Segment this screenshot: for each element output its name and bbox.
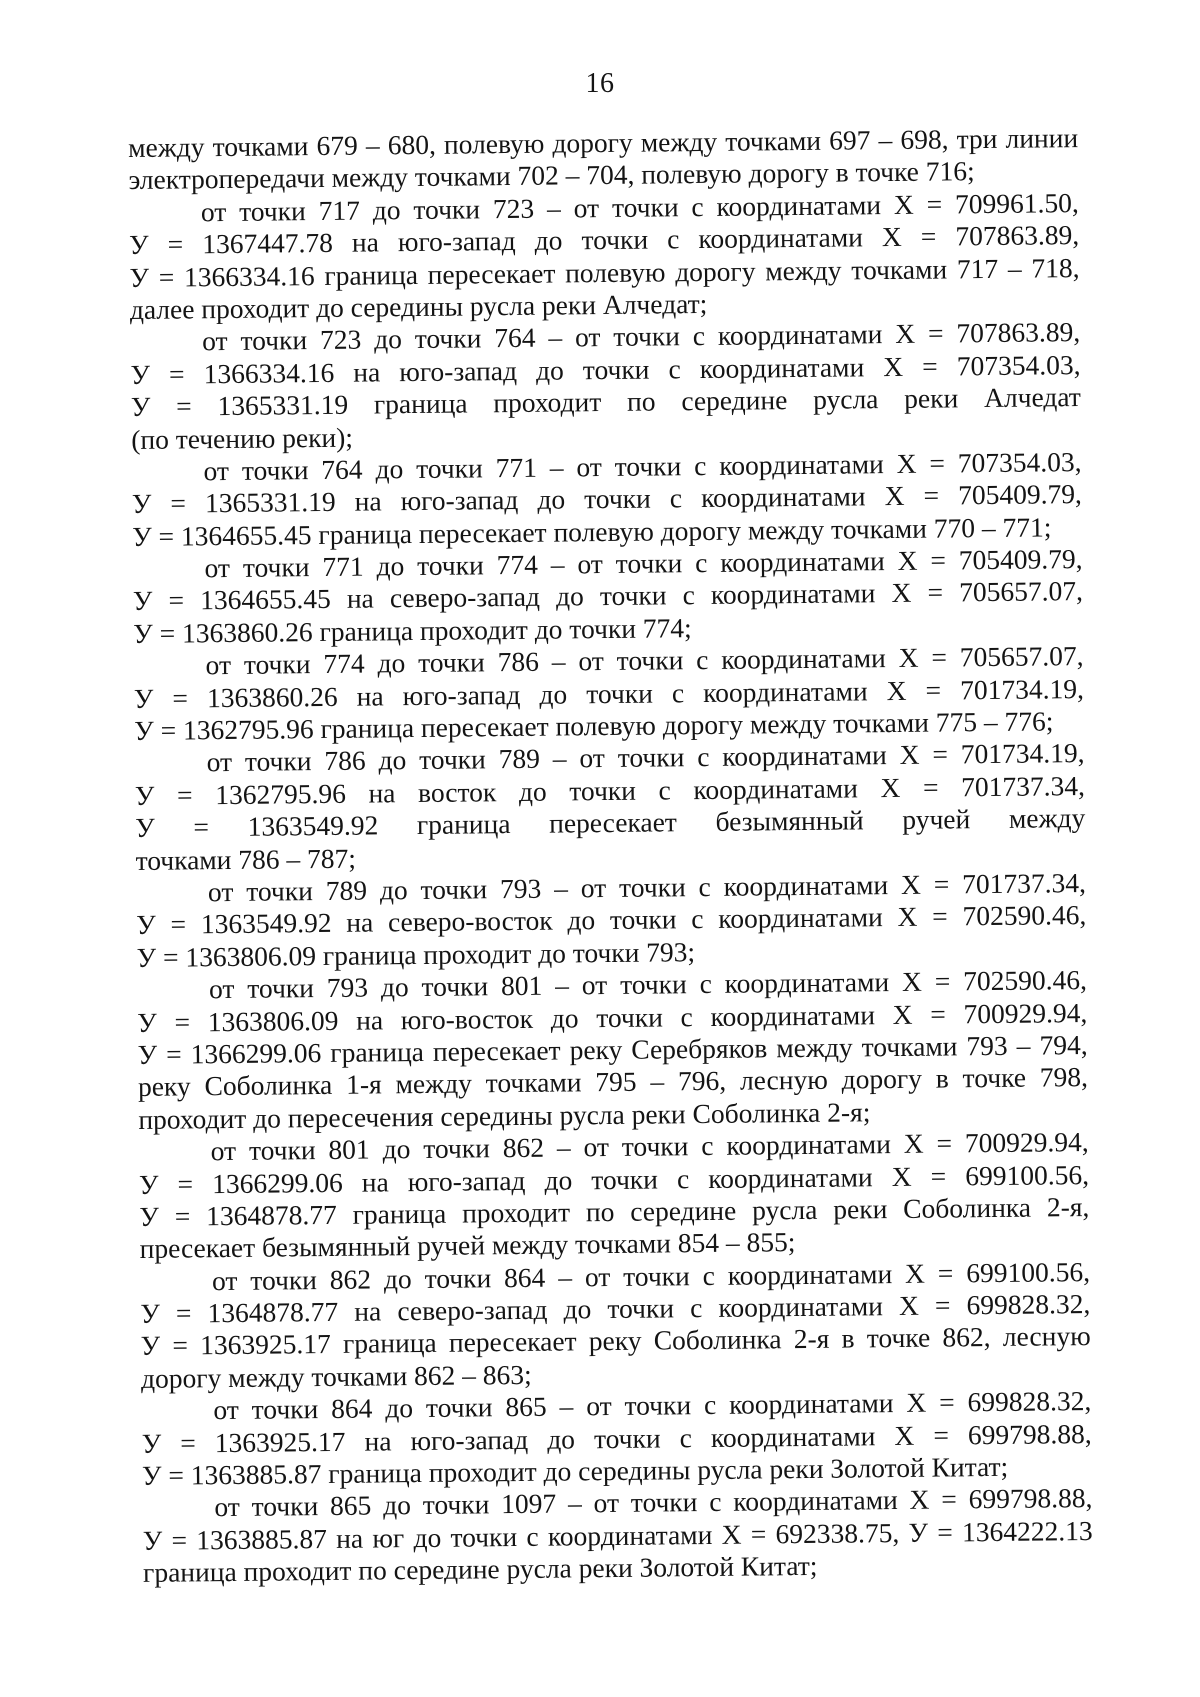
text-line: проходит до пересечения середины русла реки Соболинка 2-я;: [138, 1095, 871, 1135]
text-line: от точки 764 до точки 771 – от точки с координатами Х = 707354.03,: [203, 445, 1082, 487]
text-line: от точки 771 до точки 774 – от точки с координатами Х = 705409.79,: [204, 543, 1083, 584]
paragraph: [142, 1482, 1093, 1589]
text-line: У = 1363885.87 на юг до точки с координатами Х = 692338.75, У = 1364222.13: [142, 1514, 1093, 1556]
text-line: электропередачи между точками 702 – 704, полевую дорогу в точке 716;: [128, 155, 975, 196]
paragraph: [141, 1385, 1092, 1492]
text-line: граница проходит по середине русла реки Золотой Китат;: [142, 1550, 818, 1589]
text-line: У = 1362795.96 граница пересекает полевую дорогу между точками 775 – 776;: [134, 705, 1054, 746]
text-line: (по течению реки);: [131, 421, 354, 455]
text-line: реку Соболинка 1-я между точками 795 – 796, лесную дорогу в точке 798,: [137, 1061, 1089, 1103]
text-line: У = 1366299.06 на юго-запад до точки с координатами Х = 699100.56,: [138, 1158, 1090, 1200]
text-line: У = 1365331.19 граница проходит по середине русла реки Алчедат: [130, 381, 1081, 423]
text-line: от точки 862 до точки 864 – от точки с координатами Х = 699100.56,: [211, 1255, 1091, 1296]
text-line: от точки 793 до точки 801 – от точки с координатами Х = 702590.46,: [208, 964, 1088, 1005]
paragraph: [132, 543, 1083, 650]
text-line: У = 1364655.45 на северо-запад до точки с координатами Х = 705657.07,: [132, 575, 1084, 617]
text-line: У = 1363806.09 граница проходит до точки 793;: [136, 935, 696, 973]
text-line: от точки 723 до точки 764 – от точки с координатами Х = 707863.89,: [202, 316, 1081, 357]
text-line: точками 786 – 787;: [135, 842, 357, 876]
paragraph: [140, 1256, 1091, 1396]
paragraph: [130, 316, 1081, 456]
text-line: У = 1363925.17 на юго-запад до точки с координатами Х = 699798.88,: [141, 1417, 1092, 1459]
text-line: У = 1363925.17 граница пересекает реку Соболинка 2-я в точке 862, лесную: [140, 1320, 1091, 1362]
text-line: У = 1363860.26 граница проходит до точки 774;: [133, 611, 692, 649]
text-line: от точки 774 до точки 786 – от точки с координатами Х = 705657.07,: [205, 640, 1084, 681]
text-line: У = 1363860.26 на юго-запад до точки с координатами Х = 701734.19,: [133, 672, 1085, 714]
text-line: У = 1366299.06 граница пересекает реку Серебряков между точками 793 – 794,: [137, 1028, 1088, 1070]
document-body: [128, 122, 1093, 1589]
text-line: пресекает безымянный ручей между точками 854 – 855;: [139, 1226, 796, 1265]
paragraph: [131, 446, 1082, 553]
text-line: У = 1362795.96 на восток до точки с координатами Х = 701737.34,: [134, 769, 1086, 811]
text-line: от точки 864 до точки 865 – от точки с координатами Х = 699828.32,: [213, 1385, 1092, 1426]
paragraph: [128, 122, 1079, 197]
paragraph: [133, 640, 1084, 747]
text-line: У = 1364655.45 граница пересекает полевую дорогу между точками 770 – 771;: [132, 511, 1052, 552]
text-line: между точками 679 – 680, полевую дорогу между точками 697 – 698, три линии: [128, 122, 1079, 163]
paragraph: [129, 187, 1080, 327]
text-line: У = 1364878.77 граница проходит по середине русла реки Соболинка 2-я,: [139, 1190, 1090, 1232]
text-line: У = 1363806.09 на юго-восток до точки с координатами Х = 700929.94,: [137, 996, 1088, 1038]
text-line: от точки 786 до точки 789 – от точки с координатами Х = 701734.19,: [206, 737, 1085, 778]
text-line: от точки 801 до точки 862 – от точки с координатами Х = 700929.94,: [210, 1126, 1089, 1167]
text-line: У = 1363885.87 граница проходит до середины русла реки Золотой Китат;: [141, 1450, 1009, 1491]
text-line: У = 1365331.19 на юго-запад до точки с координатами Х = 705409.79,: [131, 478, 1083, 520]
text-line: У = 1366334.16 граница пересекает полевую дорогу между точками 717 – 718,: [129, 251, 1080, 293]
paragraph: [136, 867, 1087, 974]
text-line: У = 1366334.16 на юго-запад до точки с координатами Х = 707354.03,: [130, 348, 1081, 390]
text-line: от точки 865 до точки 1097 – от точки с координатами Х = 699798.88,: [214, 1482, 1093, 1523]
text-line: У = 1367447.78 на юго-запад до точки с координатами Х = 707863.89,: [129, 219, 1080, 261]
text-line: У = 1364878.77 на северо-запад до точки с координатами Х = 699828.32,: [140, 1288, 1091, 1329]
text-line: от точки 789 до точки 793 – от точки с координатами Х = 701737.34,: [207, 866, 1087, 908]
text-line: от точки 717 до точки 723 – от точки с координатами Х = 709961.50,: [200, 186, 1079, 228]
text-line: У = 1363549.92 граница пересекает безымянный ручей между: [135, 802, 1086, 844]
text-line: далее проходит до середины русла реки Алчедат;: [129, 287, 708, 325]
text-line: дорогу между точками 862 – 863;: [140, 1358, 532, 1394]
paragraph: [134, 737, 1085, 877]
paragraph: [137, 964, 1089, 1136]
paragraph: [139, 1126, 1090, 1266]
text-line: У = 1363549.92 на северо-восток до точки с координатами Х = 702590.46,: [136, 899, 1087, 941]
page-number: 16: [585, 68, 615, 99]
